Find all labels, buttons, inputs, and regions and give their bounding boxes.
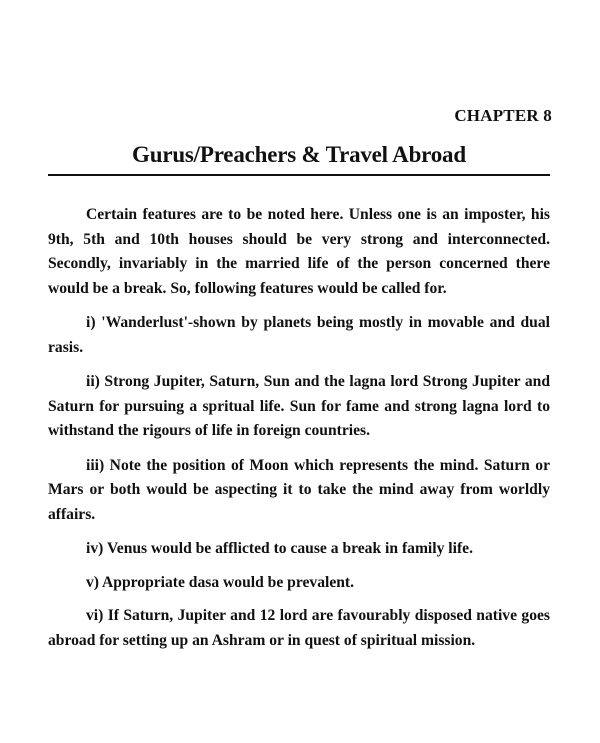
list-item: iv) Venus would be afflicted to cause a break in family life. [86, 540, 473, 557]
intro-paragraph: Certain features are to be noted here. Unless one is an imposter, his 9th, 5th and 10th houses should be very strong and interconnected. Secondly, invariably in the married life of the person concerned there would be a break. So, following features would be called for. [48, 206, 550, 297]
chapter-label: CHAPTER 8 [454, 106, 552, 125]
list-item: i) 'Wanderlust'-shown by planets being mostly in movable and dual rasis. [48, 314, 550, 356]
list-item: vi) If Saturn, Jupiter and 12 lord are favourably disposed native goes abroad for setting up an Ashram or in quest of spiritual mission. [48, 607, 550, 649]
title-divider [48, 174, 550, 176]
chapter-body [48, 203, 550, 663]
list-item: ii) Strong Jupiter, Saturn, Sun and the lagna lord Strong Jupiter and Saturn for pursuing a spritual life. Sun for fame and strong lagna lord to withstand the rigours of life in foreign countries. [48, 373, 550, 439]
list-item: v) Appropriate dasa would be prevalent. [86, 573, 355, 591]
chapter-title: Gurus/Preachers & Travel Abroad [132, 142, 466, 167]
list-item: iii) Note the position of Moon which represents the mind. Saturn or Mars or both would be aspecting it to take the mind away from worldly affairs. [48, 456, 550, 523]
